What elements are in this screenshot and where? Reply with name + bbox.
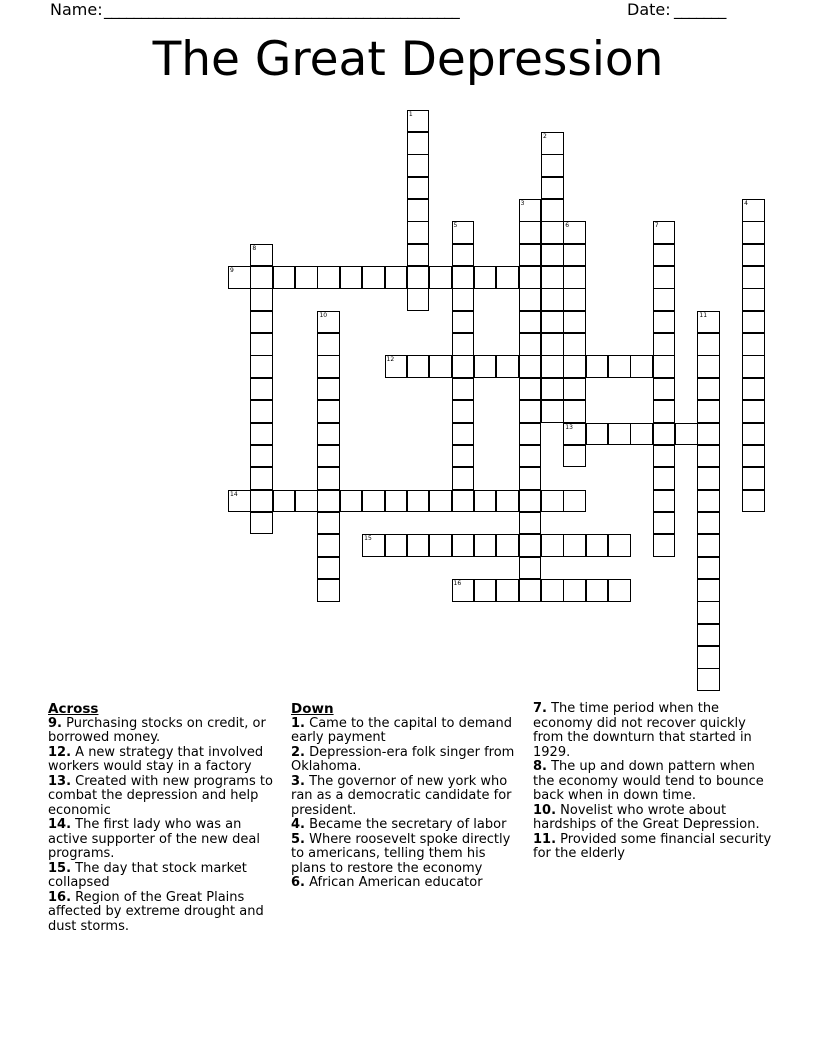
- grid-cell[interactable]: [697, 400, 720, 423]
- clue-item: [533, 833, 773, 862]
- grid-cell[interactable]: [250, 423, 273, 446]
- grid-cell[interactable]: [697, 378, 720, 401]
- grid-cell[interactable]: [519, 423, 542, 446]
- down-heading: Down: [291, 701, 334, 717]
- clue-item: [291, 746, 523, 775]
- grid-cell[interactable]: [742, 423, 765, 446]
- grid-cell[interactable]: [519, 579, 542, 602]
- grid-cell[interactable]: [742, 221, 765, 244]
- grid-cell[interactable]: [563, 378, 586, 401]
- grid-cell[interactable]: [541, 333, 564, 356]
- grid-cell[interactable]: [317, 378, 340, 401]
- grid-cell[interactable]: [519, 311, 542, 334]
- grid-cell[interactable]: [697, 490, 720, 513]
- grid-cell[interactable]: [452, 244, 475, 267]
- clue-number: 8: [252, 244, 257, 252]
- grid-cell[interactable]: [563, 244, 586, 267]
- clue-number: 12: [386, 356, 395, 364]
- grid-cell[interactable]: [496, 579, 519, 602]
- grid-cell[interactable]: [697, 646, 720, 669]
- clue-item-text: The time period when the economy did not recover quickly from the downturn that started in 1929.: [533, 701, 752, 760]
- grid-cell[interactable]: [541, 177, 564, 200]
- grid-cell[interactable]: [697, 557, 720, 580]
- clue-item: [533, 702, 773, 760]
- grid-cell[interactable]: [563, 534, 586, 557]
- grid-cell[interactable]: [250, 400, 273, 423]
- grid-cell[interactable]: [586, 355, 609, 378]
- grid-cell[interactable]: [541, 288, 564, 311]
- grid-cell[interactable]: [697, 512, 720, 535]
- grid-cell[interactable]: [541, 311, 564, 334]
- clue-item: [48, 717, 280, 746]
- grid-cell[interactable]: [742, 445, 765, 468]
- grid-cell[interactable]: [452, 378, 475, 401]
- grid-cell[interactable]: [742, 266, 765, 289]
- clue-item: [291, 833, 523, 877]
- clue-item-number: 2.: [291, 744, 305, 760]
- grid-cell[interactable]: [317, 423, 340, 446]
- clue-item-text: Purchasing stocks on credit, or borrowed money.: [48, 715, 266, 745]
- grid-cell[interactable]: [250, 333, 273, 356]
- clue-number: 11: [699, 311, 708, 319]
- grid-cell[interactable]: [653, 378, 676, 401]
- grid-cell[interactable]: [653, 288, 676, 311]
- clue-number: 1: [408, 110, 413, 118]
- clue-item-text: Created with new programs to combat the depression and help economic: [48, 773, 273, 818]
- clue-number: 4: [744, 200, 748, 207]
- grid-cell[interactable]: [697, 423, 720, 446]
- grid-cell[interactable]: [519, 266, 542, 289]
- grid-cell[interactable]: [653, 311, 676, 334]
- grid-cell[interactable]: [429, 266, 452, 289]
- grid-cell[interactable]: [742, 490, 765, 513]
- clue-item: [291, 775, 523, 819]
- grid-cell[interactable]: [429, 355, 452, 378]
- grid-cell[interactable]: [653, 423, 676, 446]
- grid-cell[interactable]: [608, 423, 631, 446]
- clue-item: [533, 760, 773, 804]
- grid-cell[interactable]: [452, 445, 475, 468]
- grid-cell[interactable]: [317, 534, 340, 557]
- grid-cell[interactable]: [653, 244, 676, 267]
- grid-cell[interactable]: [385, 266, 408, 289]
- clue-item: [291, 818, 523, 833]
- clue-number: 14: [230, 490, 238, 498]
- clue-item: [533, 804, 773, 833]
- grid-cell[interactable]: [317, 579, 340, 602]
- grid-cell[interactable]: [653, 534, 676, 557]
- grid-cell[interactable]: [317, 467, 340, 490]
- clue-item: [48, 818, 280, 862]
- grid-cell[interactable]: [519, 557, 542, 580]
- grid-cell[interactable]: [407, 199, 430, 222]
- grid-cell[interactable]: [407, 490, 430, 513]
- grid-cell[interactable]: [742, 467, 765, 490]
- grid-cell[interactable]: [742, 311, 765, 334]
- grid-cell[interactable]: [519, 355, 542, 378]
- grid-cell[interactable]: [541, 355, 564, 378]
- grid-cell[interactable]: [317, 490, 340, 513]
- grid-cell[interactable]: [541, 199, 564, 222]
- name-line[interactable]: ________________________________________________: [104, 0, 460, 19]
- grid-cell[interactable]: [452, 490, 475, 513]
- grid-cell[interactable]: [295, 490, 318, 513]
- grid-cell[interactable]: [273, 490, 296, 513]
- grid-cell[interactable]: [653, 445, 676, 468]
- grid-cell[interactable]: [519, 378, 542, 401]
- grid-cell[interactable]: [385, 534, 408, 557]
- grid-cell[interactable]: [742, 378, 765, 401]
- page-title: The Great Depression: [152, 32, 664, 87]
- grid-cell[interactable]: [317, 355, 340, 378]
- grid-cell[interactable]: [519, 534, 542, 557]
- grid-cell[interactable]: [250, 467, 273, 490]
- grid-cell[interactable]: [697, 355, 720, 378]
- grid-cell[interactable]: [563, 490, 586, 513]
- grid-cell[interactable]: [452, 355, 475, 378]
- grid-cell[interactable]: [563, 579, 586, 602]
- grid-cell[interactable]: [563, 288, 586, 311]
- clue-item-text: Novelist who wrote about hardships of the Great Depression.: [533, 802, 760, 832]
- grid-cell[interactable]: [452, 400, 475, 423]
- grid-cell[interactable]: [250, 266, 273, 289]
- grid-cell[interactable]: [630, 423, 653, 446]
- clue-item-number: 15.: [48, 860, 72, 876]
- grid-cell[interactable]: [541, 378, 564, 401]
- clue-item: [48, 775, 280, 819]
- grid-cell[interactable]: [653, 400, 676, 423]
- grid-cell[interactable]: [675, 423, 698, 446]
- grid-cell[interactable]: [407, 177, 430, 200]
- grid-cell[interactable]: [563, 355, 586, 378]
- clue-item-text: Provided some financial security for the elderly: [533, 831, 772, 861]
- grid-cell[interactable]: [563, 333, 586, 356]
- date-label: Date:: [627, 0, 671, 19]
- grid-cell[interactable]: [340, 490, 363, 513]
- grid-cell[interactable]: [541, 244, 564, 267]
- clue-number: 3: [520, 200, 525, 207]
- grid-cell[interactable]: [474, 266, 497, 289]
- clue-item-number: 9.: [48, 715, 62, 731]
- grid-cell[interactable]: [340, 266, 363, 289]
- clue-item-text: The day that stock market collapsed: [48, 860, 247, 890]
- grid-cell[interactable]: [697, 534, 720, 557]
- grid-cell[interactable]: [697, 624, 720, 647]
- grid-cell[interactable]: [519, 445, 542, 468]
- grid-cell[interactable]: [742, 288, 765, 311]
- grid-cell[interactable]: [563, 266, 586, 289]
- clue-item-number: 13.: [48, 773, 72, 789]
- grid-cell[interactable]: [317, 333, 340, 356]
- grid-cell[interactable]: [496, 490, 519, 513]
- grid-cell[interactable]: [519, 221, 542, 244]
- clue-item: [48, 891, 280, 935]
- clue-number: 10: [319, 311, 328, 319]
- grid-cell[interactable]: [653, 333, 676, 356]
- clue-number: 13: [565, 423, 573, 431]
- grid-cell[interactable]: [608, 355, 631, 378]
- grid-cell[interactable]: [519, 333, 542, 356]
- grid-cell[interactable]: [541, 534, 564, 557]
- grid-cell[interactable]: [519, 467, 542, 490]
- grid-cell[interactable]: [407, 244, 430, 267]
- grid-cell[interactable]: [452, 423, 475, 446]
- grid-cell[interactable]: [429, 490, 452, 513]
- down-clues: [291, 702, 523, 891]
- grid-cell[interactable]: [586, 579, 609, 602]
- clue-item-number: 6.: [291, 875, 305, 890]
- grid-cell[interactable]: [250, 355, 273, 378]
- grid-cell[interactable]: [608, 534, 631, 557]
- clue-number: 7: [654, 222, 659, 230]
- grid-cell[interactable]: [496, 355, 519, 378]
- grid-cell[interactable]: [519, 512, 542, 535]
- clue-number: 16: [453, 579, 462, 587]
- grid-cell[interactable]: [474, 490, 497, 513]
- grid-cell[interactable]: [742, 244, 765, 267]
- grid-cell[interactable]: [407, 221, 430, 244]
- grid-cell[interactable]: [541, 266, 564, 289]
- clue-item: [48, 862, 280, 891]
- grid-cell[interactable]: [630, 355, 653, 378]
- across-heading: Across: [48, 701, 99, 717]
- clue-item: [291, 717, 523, 746]
- grid-cell[interactable]: [452, 311, 475, 334]
- grid-cell[interactable]: [742, 355, 765, 378]
- grid-cell[interactable]: [541, 400, 564, 423]
- down-clues-continued: [533, 702, 773, 862]
- grid-cell[interactable]: [317, 266, 340, 289]
- clue-item-text: Where roosevelt spoke directly to americans, telling them his plans to restore the economy: [291, 831, 511, 876]
- grid-cell[interactable]: [586, 534, 609, 557]
- clue-number: 5: [453, 222, 458, 230]
- grid-cell[interactable]: [697, 445, 720, 468]
- grid-cell[interactable]: [563, 400, 586, 423]
- grid-cell[interactable]: [697, 579, 720, 602]
- clue-item-number: 14.: [48, 817, 72, 832]
- grid-cell[interactable]: [653, 490, 676, 513]
- grid-cell[interactable]: [452, 266, 475, 289]
- grid-cell[interactable]: [697, 333, 720, 356]
- grid-cell[interactable]: [697, 601, 720, 624]
- clue-item-text: Region of the Great Plains affected by extreme drought and dust storms.: [48, 889, 264, 934]
- clue-item-text: A new strategy that involved workers would stay in a factory: [48, 744, 264, 774]
- grid-cell[interactable]: [317, 557, 340, 580]
- grid-cell[interactable]: [541, 490, 564, 513]
- grid-cell[interactable]: [273, 266, 296, 289]
- grid-cell[interactable]: [608, 579, 631, 602]
- clue-item-number: 1.: [291, 715, 305, 731]
- grid-cell[interactable]: [295, 266, 318, 289]
- grid-cell[interactable]: [452, 534, 475, 557]
- grid-cell[interactable]: [429, 534, 452, 557]
- clue-item-text: Depression-era folk singer from Oklahoma.: [291, 744, 515, 774]
- grid-cell[interactable]: [250, 288, 273, 311]
- grid-cell[interactable]: [407, 288, 430, 311]
- clue-item-number: 12.: [48, 744, 72, 760]
- clue-number: 2: [542, 132, 547, 140]
- grid-cell[interactable]: [407, 355, 430, 378]
- grid-cell[interactable]: [742, 333, 765, 356]
- grid-cell[interactable]: [317, 512, 340, 535]
- grid-cell[interactable]: [742, 400, 765, 423]
- grid-cell[interactable]: [519, 490, 542, 513]
- name-label: Name:: [50, 0, 103, 19]
- clue-item-text: The first lady who was an active supporter of the new deal programs.: [48, 817, 260, 861]
- clue-item-text: The governor of new york who ran as a democratic candidate for president.: [291, 773, 512, 818]
- grid-cell[interactable]: [385, 490, 408, 513]
- grid-cell[interactable]: [653, 266, 676, 289]
- clue-item-text: Became the secretary of labor: [304, 817, 507, 832]
- clue-number: 6: [565, 222, 570, 230]
- clue-item-number: 4.: [291, 817, 305, 832]
- across-clues: [48, 702, 280, 934]
- grid-cell[interactable]: [407, 266, 430, 289]
- clue-item: [48, 746, 280, 775]
- grid-cell[interactable]: [407, 154, 430, 177]
- grid-cell[interactable]: [653, 467, 676, 490]
- grid-cell[interactable]: [317, 445, 340, 468]
- clue-item-number: 3.: [291, 773, 305, 789]
- clue-item: [291, 876, 523, 891]
- date-line[interactable]: _______: [674, 0, 726, 19]
- grid-cell[interactable]: [250, 445, 273, 468]
- grid-cell[interactable]: [541, 579, 564, 602]
- clue-item-number: 11.: [533, 831, 557, 847]
- grid-cell[interactable]: [250, 490, 273, 513]
- grid-cell[interactable]: [541, 154, 564, 177]
- grid-cell[interactable]: [250, 311, 273, 334]
- grid-cell[interactable]: [317, 400, 340, 423]
- clue-number: 9: [230, 267, 234, 275]
- grid-cell[interactable]: [519, 400, 542, 423]
- grid-cell[interactable]: [362, 266, 385, 289]
- grid-cell[interactable]: [250, 378, 273, 401]
- grid-cell[interactable]: [653, 355, 676, 378]
- clue-item-number: 5.: [291, 831, 305, 847]
- grid-cell[interactable]: [452, 288, 475, 311]
- grid-cell[interactable]: [586, 423, 609, 446]
- grid-cell[interactable]: [496, 534, 519, 557]
- grid-cell[interactable]: [563, 311, 586, 334]
- grid-cell[interactable]: [407, 534, 430, 557]
- grid-cell[interactable]: [697, 467, 720, 490]
- clue-item-number: 8.: [533, 759, 547, 774]
- grid-cell[interactable]: [452, 467, 475, 490]
- grid-cell[interactable]: [452, 333, 475, 356]
- clue-number: 15: [364, 535, 372, 543]
- grid-cell[interactable]: [541, 221, 564, 244]
- grid-cell[interactable]: [563, 445, 586, 468]
- grid-cell[interactable]: [519, 244, 542, 267]
- grid-cell[interactable]: [250, 512, 273, 535]
- clue-item-text: The up and down pattern when the economy would tend to bounce back when in down time.: [533, 759, 764, 803]
- grid-cell[interactable]: [697, 668, 720, 691]
- grid-cell[interactable]: [653, 512, 676, 535]
- clue-item-number: 7.: [533, 701, 547, 716]
- grid-cell[interactable]: [407, 132, 430, 155]
- clue-item-number: 16.: [48, 889, 72, 905]
- grid-cell[interactable]: [496, 266, 519, 289]
- grid-cell[interactable]: [474, 355, 497, 378]
- grid-cell[interactable]: [362, 490, 385, 513]
- grid-cell[interactable]: [474, 579, 497, 602]
- grid-cell[interactable]: [474, 534, 497, 557]
- grid-cell[interactable]: [519, 288, 542, 311]
- clue-item-number: 10.: [533, 802, 557, 818]
- clue-item-text: African American educator: [304, 875, 483, 890]
- clue-item-text: Came to the capital to demand early payment: [291, 715, 512, 745]
